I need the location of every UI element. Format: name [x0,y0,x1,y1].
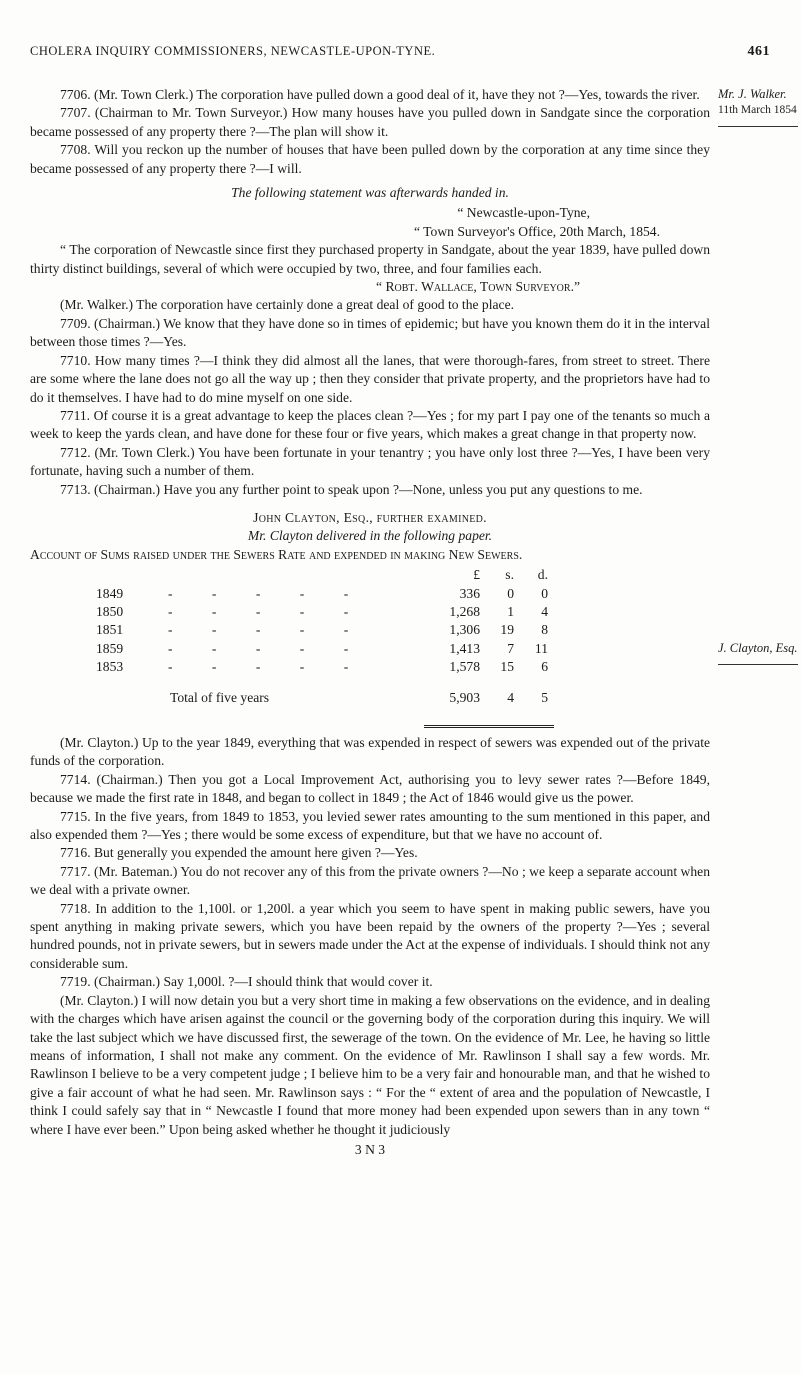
page-number: 461 [747,44,770,59]
table-row: 1850 - - - - - 1,268 1 4 [90,603,554,621]
table-row: 1851 - - - - - 1,306 19 8 [90,621,554,639]
statement-office: “ Town Surveyor's Office, 20th March, 1854. [413,223,660,239]
shillings-cell: 7 [507,640,514,656]
margin-rule [718,126,798,127]
shillings-cell: 0 [507,585,514,601]
year-cell: 1853 [96,659,124,675]
year-cell: 1859 [96,640,124,656]
year-cell: 1850 [96,603,124,619]
currency-pence: d. [537,567,548,583]
signature-mark: 3 N 3 [354,1141,386,1157]
paragraph: (Mr. Clayton.) I will now detain you but a very short time in making a few observations on the evidence, and in dealing with the charges which have arisen against the council or the governing body of the corporation during this inquiry. We will take the last subject which we have discussed first, the sewerage of the town. On the evidence of Mr. Lee, he having so little means of information, I shall not make any comment. On the evidence of Mr. Rawlinson I shall say a few words. Mr. Rawlinson I believe to be a very competent judge ; I believe him to be a very fair and honourable man, and that he wished to give a fair account of what he had seen. Mr. Rawlinson says : “ For the “ extent of area and the population of Newcastle, I think I could safely say that in “ Newcastle I found that more money had been expended upon sewers than in any town “ where I have ever been.” Upon being asked whether he thought it judiciously [30,992,710,1137]
total-pence: 5 [541,689,548,705]
statement-signature: “ Robt. Wallace, Town Surveyor.” [376,279,580,295]
witness-name: Mr. J. Walker. [718,87,787,101]
statement-place: “ Newcastle-upon-Tyne, [457,205,590,221]
pounds-cell: 336 [459,585,480,601]
pounds-cell: 1,268 [449,603,480,619]
account-table [90,566,554,728]
paragraph: 7716. But generally you expended the amount here given ?—Yes. [60,845,418,861]
shillings-cell: 1 [507,603,514,619]
pounds-cell: 1,578 [449,659,480,675]
paragraph: 7717. (Mr. Bateman.) You do not recover any of this from the private owners ?—No ; we keep a separate account when we deal with a private owner. [30,863,710,898]
total-pounds: 5,903 [449,689,480,705]
currency-header-row [90,566,554,584]
witness-date: 11th March 1854 [718,104,797,116]
year-cell: 1851 [96,622,124,638]
pence-cell: 4 [541,603,548,619]
margin-rule [718,664,798,665]
account-title: Account of Sums raised under the Sewers Rate and expended in making New Sewers. [30,546,523,562]
pounds-cell: 1,306 [449,622,480,638]
paragraph: 7707. (Chairman to Mr. Town Surveyor.) How many houses have you pulled down in Sandgate since the corporation became possessed of any property there ?—The plan will show it. [30,105,710,139]
table-row: 1859 - - - - - 1,413 7 11 [90,640,554,658]
table-row: 1849 - - - - - 336 0 0 [90,585,554,603]
margin-note-clayton [718,640,798,665]
statement-body: “ The corporation of Newcastle since first they purchased property in Sandgate, about the year 1839, have pulled down thirty distinct buildings, several of which were occupied by two, three, and four families each. [30,242,710,276]
double-rule [90,707,554,727]
paragraph: 7708. Will you reckon up the number of houses that have been pulled down by the corporation at any time since they became possessed of any property there ?—I will. [30,142,710,176]
total-label: Total of five years [170,689,270,705]
shillings-cell: 19 [500,622,514,638]
witness-name: J. Clayton, Esq. [718,641,798,655]
paragraph: 7719. (Chairman.) Say 1,000l. ?—I should think that would cover it. [60,974,433,990]
paragraph: 7710. How many times ?—I think they did almost all the lanes, that were thorough-fares, from street to street. There are some where the lane does not go all the way up ; then they consider that private property, and the proprietors have had to do it themselves. I have had to do mine myself on one side. [30,352,710,405]
pence-cell: 8 [541,622,548,638]
paragraph: 7714. (Chairman.) Then you got a Local Improvement Act, authorising you to levy sewer rates ?—Before 1849, because we made the first rate in 1848, and began to collect in 1849 ; the Act of 1846 would give us the power. [30,771,710,806]
shillings-cell: 15 [500,659,514,675]
paragraph: 7711. Of course it is a great advantage to keep the places clean ?—Yes ; for my part I pay one of the tenants so much a week to keep the yards clean, and have done for these four or five years, which makes a great change in that property now. [30,407,710,442]
paragraph: 7712. (Mr. Town Clerk.) You have been fortunate in your tenantry ; you have only lost three ?—Yes, I have been very fortunate, having such a number of them. [30,444,710,479]
paragraph: 7706. (Mr. Town Clerk.) The corporation have pulled down a good deal of it, have they not ?—Yes, towards the river. [60,87,700,102]
total-row [90,677,554,707]
paper-heading: Mr. Clayton delivered in the following paper. [247,528,493,544]
statement-heading: The following statement was afterwards handed in. [231,185,509,201]
paragraph: 7713. (Chairman.) Have you any further point to speak upon ?—None, unless you put any questions to me. [60,481,643,497]
pence-cell: 6 [541,659,548,675]
paragraph: 7709. (Chairman.) We know that they have done so in times of epidemic; but have you known them do it in the interval between those times ?—Yes. [30,315,710,350]
pence-cell: 11 [534,640,548,656]
running-header [30,44,770,60]
header-title: CHOLERA INQUIRY COMMISSIONERS, NEWCASTLE-UPON-TYNE. [30,44,436,58]
margin-note-walker [718,86,798,127]
pounds-cell: 1,413 [449,640,480,656]
paragraph: (Mr. Walker.) The corporation have certainly done a great deal of good to the place. [60,297,514,313]
main-text [30,86,710,1159]
pence-cell: 0 [541,585,548,601]
table-row: 1853 - - - - - 1,578 15 6 [90,658,554,676]
paragraph: 7718. In addition to the 1,100l. or 1,200l. a year which you seem to have spent in making public sewers, have you spent anything in making private sewers, which you have been repaid by the owners of the property ?—Yes ; several hundred pounds, not in private sewers, but in sewers made under the Act at the expense of individuals. I should think not any considerable sum. [30,900,710,971]
total-shillings: 4 [507,689,514,705]
witness-heading: John Clayton, Esq., further examined. [253,509,487,525]
paragraph: 7715. In the five years, from 1849 to 1853, you levied sewer rates amounting to the sum mentioned in this paper, and also expended them ?—Yes ; there would be some excess of expenditure, but that we have no account of. [30,808,710,843]
year-cell: 1849 [96,585,124,601]
currency-shillings: s. [505,567,514,583]
paragraph: (Mr. Clayton.) Up to the year 1849, everything that was expended in respect of sewers was expended out of the private funds of the corporation. [30,735,710,769]
currency-pounds: £ [473,567,480,583]
